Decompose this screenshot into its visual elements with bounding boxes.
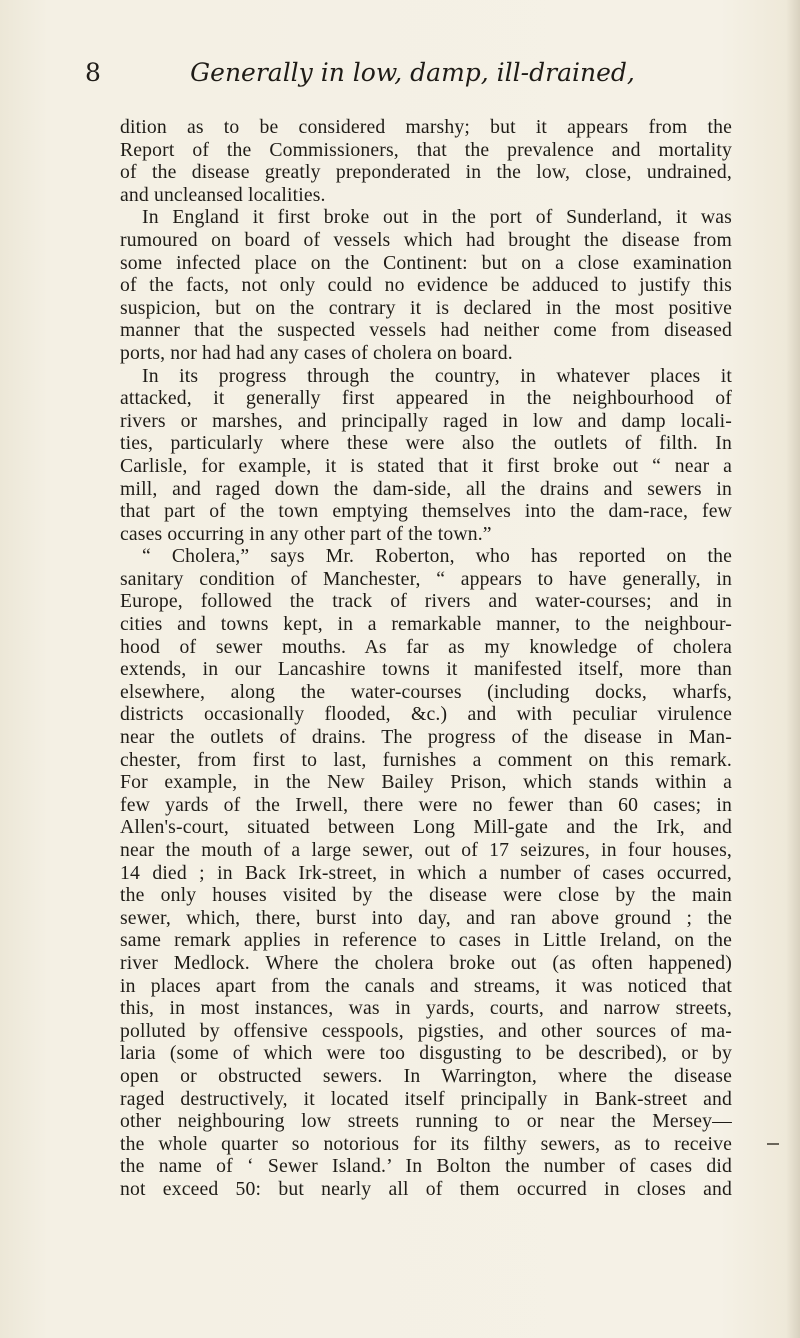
text-line: that part of the town emptying themselves into the dam-race, few — [120, 500, 732, 523]
body-text — [120, 116, 732, 1201]
text-line: the whole quarter so notorious for its filthy sewers, as to receive — [120, 1132, 732, 1155]
running-title: Generally in low, damp, ill-drained, — [190, 58, 635, 87]
text-line: Europe, followed the track of rivers and water-courses; and in — [120, 590, 732, 613]
text-line: In its progress through the country, in whatever places it — [142, 364, 732, 387]
text-line: attacked, it generally first appeared in the neighbourhood of — [120, 387, 732, 410]
text-line: other neighbouring low streets running to or near the Mersey— — [120, 1110, 732, 1133]
text-line: 14 died ; in Back Irk-street, in which a number of cases occurred, — [120, 861, 732, 884]
text-line: mill, and raged down the dam-side, all the drains and sewers in — [120, 477, 732, 500]
text-line: extends, in our Lancashire towns it manifested itself, more than — [120, 658, 732, 681]
text-line: same remark applies in reference to cases in Little Ireland, on the — [120, 929, 732, 952]
page-edge-shadow — [786, 0, 800, 1338]
text-line: “ Cholera,” says Mr. Roberton, who has reported on the — [142, 545, 732, 568]
page-number: 8 — [85, 58, 101, 87]
text-line: hood of sewer mouths. As far as my knowledge of cholera — [120, 635, 732, 658]
text-line: raged destructively, it located itself principally in Bank-street and — [120, 1087, 732, 1110]
text-line: Allen's-court, situated between Long Mill-gate and the Irk, and — [120, 816, 732, 839]
text-line: ports, nor had had any cases of cholera on board. — [120, 341, 513, 364]
text-line: the only houses visited by the disease were close by the main — [120, 884, 732, 907]
text-line: districts occasionally flooded, &c.) and with peculiar virulence — [120, 703, 732, 726]
text-line: dition as to be considered marshy; but it appears from the — [120, 116, 732, 138]
text-line: few yards of the Irwell, there were no fewer than 60 cases; in — [120, 793, 732, 816]
text-line: of the disease greatly preponderated in the low, close, undrained, — [120, 161, 732, 184]
text-line: the name of ‘ Sewer Island.’ In Bolton the number of cases did — [120, 1155, 732, 1178]
text-line: open or obstructed sewers. In Warrington, where the disease — [120, 1064, 732, 1087]
text-line: For example, in the New Bailey Prison, which stands within a — [120, 771, 732, 794]
text-line: sanitary condition of Manchester, “ appears to have generally, in — [120, 567, 732, 590]
text-line: near the mouth of a large sewer, out of 17 seizures, in four houses, — [120, 839, 732, 861]
text-line: polluted by offensive cesspools, pigsties, and other sources of ma- — [120, 1019, 732, 1042]
text-line: and uncleansed localities. — [120, 183, 326, 206]
text-line: chester, from first to last, furnishes a comment on this remark. — [120, 748, 732, 771]
text-line: rumoured on board of vessels which had brought the disease from — [120, 228, 732, 251]
text-line: this, in most instances, was in yards, courts, and narrow streets, — [120, 997, 732, 1020]
text-line: rivers or marshes, and principally raged in low and damp locali- — [120, 409, 732, 432]
text-line: elsewhere, along the water-courses (including docks, wharfs, — [120, 680, 732, 703]
text-line: cases occurring in any other part of the town.” — [120, 522, 492, 545]
text-line: river Medlock. Where the cholera broke out (as often happened) — [120, 951, 732, 974]
text-line: some infected place on the Continent: but on a close examination — [120, 251, 732, 274]
text-line: Report of the Commissioners, that the prevalence and mortality — [120, 138, 732, 161]
text-line: suspicion, but on the contrary it is declared in the most positive — [120, 296, 732, 319]
text-line: near the outlets of drains. The progress of the disease in Man- — [120, 726, 732, 749]
text-line: In England it first broke out in the port of Sunderland, it was — [142, 206, 732, 229]
text-line: of the facts, not only could no evidence be adduced to justify this — [120, 274, 732, 297]
text-line: in places apart from the canals and streams, it was noticed that — [120, 974, 732, 997]
margin-mark — [767, 1143, 779, 1145]
text-line: Carlisle, for example, it is stated that it first broke out “ near a — [120, 454, 732, 477]
page-header — [85, 58, 740, 98]
text-line: ties, particularly where these were also the outlets of filth. In — [120, 432, 732, 455]
text-line: cities and towns kept, in a remarkable manner, to the neighbour- — [120, 613, 732, 636]
text-line: not exceed 50: but nearly all of them occurred in closes and — [120, 1177, 732, 1200]
text-line: sewer, which, there, burst into day, and ran above ground ; the — [120, 906, 732, 929]
text-line: manner that the suspected vessels had neither come from diseased — [120, 319, 732, 342]
text-line: laria (some of which were too disgusting to be described), or by — [120, 1042, 732, 1065]
